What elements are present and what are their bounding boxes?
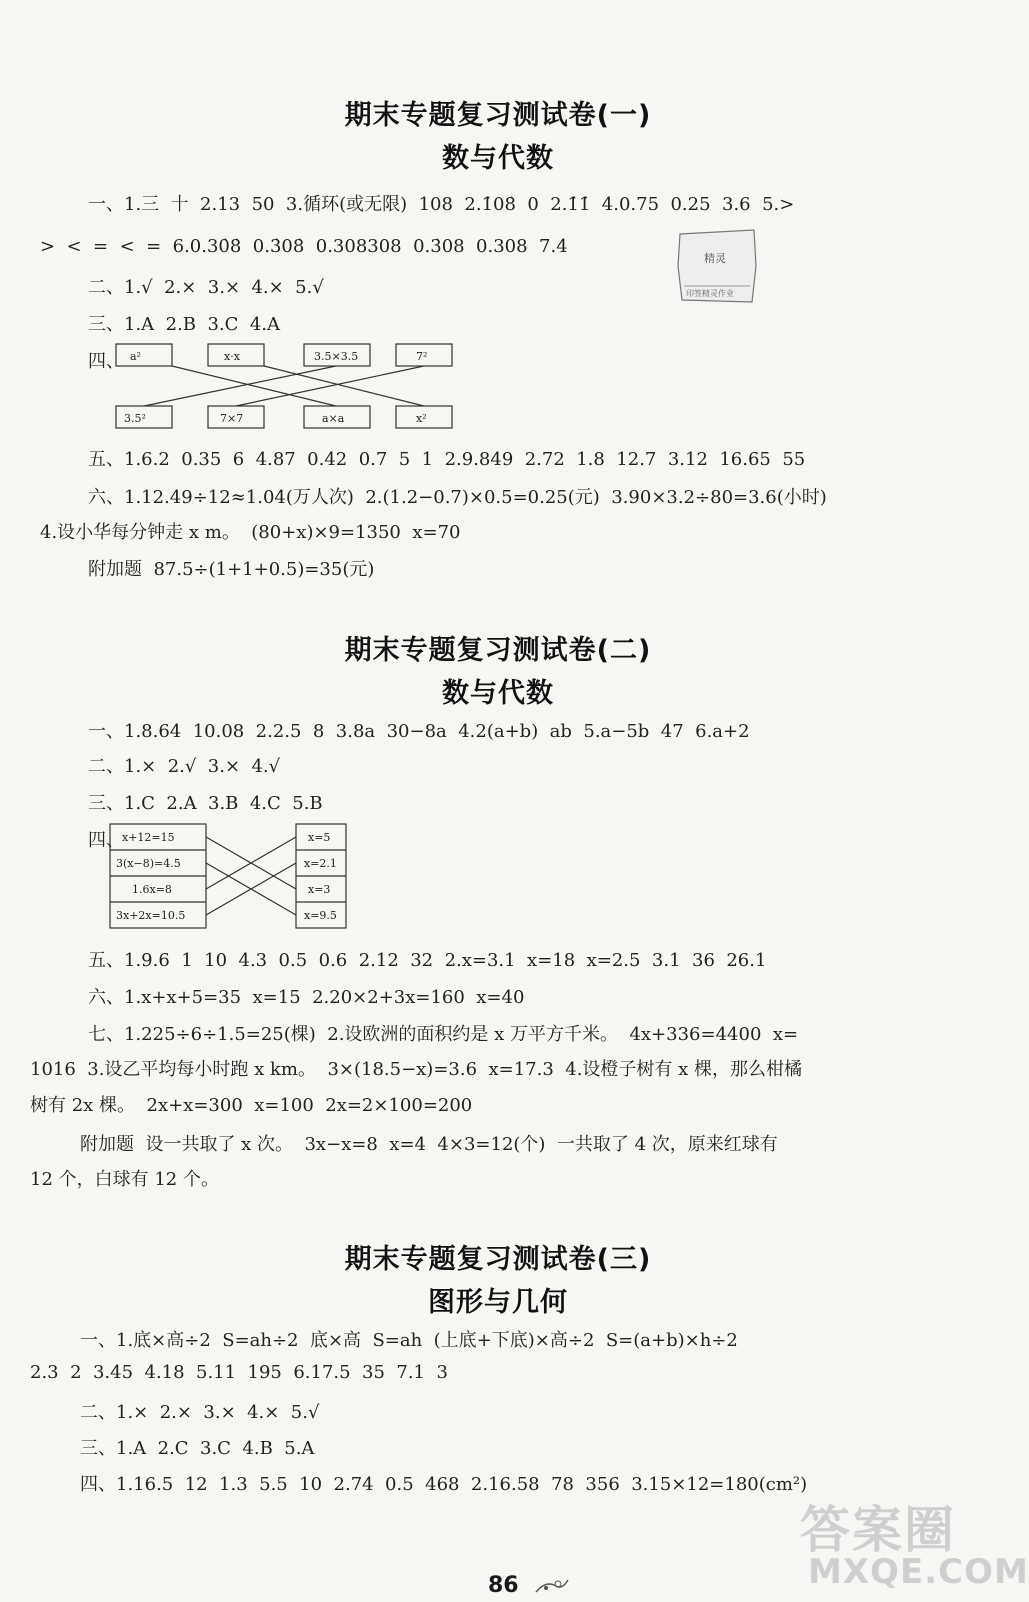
s1-bottom-box-4: x² bbox=[416, 412, 427, 425]
s1-bottom-box-2: 7×7 bbox=[220, 412, 244, 425]
s1-q3: 三、1.A 2.B 3.C 4.A bbox=[88, 314, 281, 335]
s2-extra-line1: 附加题 设一共取了 x 次。 3x−x=8 x=4 4×3=12(个) 一共取了 4 次，原来红球有 bbox=[80, 1134, 778, 1155]
s2-q7-line1: 七、1.225÷6÷1.5=25(棵) 2.设欧洲的面积约是 x 万平方千米。 4x+336=4400 x= bbox=[88, 1024, 799, 1045]
s2-q3: 三、1.C 2.A 3.B 4.C 5.B bbox=[88, 793, 323, 814]
s1-q6-line1: 六、1.12.49÷12≈1.04(万人次) 2.(1.2−0.7)×0.5=0.25(元) 3.90×3.2÷80=3.6(小时) bbox=[88, 487, 827, 508]
s1-q6-line2: 4.设小华每分钟走 x m。 (80+x)×9=1350 x=70 bbox=[40, 522, 461, 543]
watermark-line2: MXQE.COM bbox=[808, 1552, 1029, 1592]
s2-q5: 五、1.9.6 1 10 4.3 0.5 0.6 2.12 32 2.x=3.1 x=18 x=2.5 3.1 36 26.1 bbox=[88, 950, 767, 971]
s1-bottom-box-3: a×a bbox=[322, 412, 345, 425]
s1-q2: 二、1.√ 2.× 3.× 4.× 5.√ bbox=[88, 277, 324, 298]
s2-right-box-2: x=2.1 bbox=[304, 857, 337, 870]
s1-q4-label: 四、 bbox=[88, 351, 124, 372]
s2-left-box-4: 3x+2x=10.5 bbox=[116, 909, 186, 922]
stamp-image bbox=[674, 226, 760, 306]
s3-q4: 四、1.16.5 12 1.3 5.5 10 2.74 0.5 468 2.16.58 78 356 3.15×12=180(cm²) bbox=[80, 1474, 808, 1495]
s1-q5: 五、1.6.2 0.35 6 4.87 0.42 0.7 5 1 2.9.849 2.72 1.8 12.7 3.12 16.65 55 bbox=[88, 449, 806, 470]
s3-q1-line2: 2.3 2 3.45 4.18 5.11 195 6.17.5 35 7.1 3 bbox=[30, 1362, 448, 1383]
s3-q1-line1: 一、1.底×高÷2 S=ah÷2 底×高 S=ah (上底+下底)×高÷2 S=(a+b)×h÷2 bbox=[80, 1330, 738, 1351]
s2-extra-line2: 12 个，白球有 12 个。 bbox=[30, 1169, 219, 1190]
s3-q3: 三、1.A 2.C 3.C 4.B 5.A bbox=[80, 1438, 315, 1459]
s2-left-box-3: 1.6x=8 bbox=[132, 883, 172, 896]
s1-q1-line1: 一、1.三 十 2.13 50 3.循环(或无限) 108 2.1̇08̇ 0 2.1̇1̇ 4.0.75 0.25 3.6 5.> bbox=[88, 194, 795, 215]
section1-title: 期末专题复习测试卷(一) bbox=[344, 100, 652, 131]
section3-subtitle: 图形与几何 bbox=[428, 1287, 568, 1318]
s1-matching-diagram bbox=[114, 340, 474, 436]
s1-top-box-1: a² bbox=[130, 350, 141, 363]
section3-title: 期末专题复习测试卷(三) bbox=[344, 1244, 652, 1275]
s2-q2: 二、1.× 2.√ 3.× 4.√ bbox=[88, 756, 281, 777]
s1-q1-line2: > < = < = 6.0.30̇8̇ 0.3̇08̇ 0.308308 0.3̇08 0.308 7.4 bbox=[40, 236, 568, 257]
s2-right-box-4: x=9.5 bbox=[304, 909, 337, 922]
s2-matching-diagram bbox=[108, 822, 358, 938]
s2-right-box-3: x=3 bbox=[308, 883, 331, 896]
watermark-logo bbox=[800, 1490, 1029, 1598]
section1-subtitle: 数与代数 bbox=[442, 143, 554, 174]
s2-q4-label: 四、 bbox=[88, 830, 124, 851]
watermark-line1: 答案圈 bbox=[800, 1501, 956, 1559]
stamp-text-1: 精灵 bbox=[704, 252, 726, 265]
s2-q7-line3: 树有 2x 棵。 2x+x=300 x=100 2x=2×100=200 bbox=[30, 1095, 473, 1116]
s1-bottom-box-1: 3.5² bbox=[124, 412, 146, 425]
s3-q2: 二、1.× 2.× 3.× 4.× 5.√ bbox=[80, 1402, 320, 1423]
s1-top-box-4: 7² bbox=[416, 350, 428, 363]
s2-left-box-2: 3(x−8)=4.5 bbox=[116, 857, 181, 870]
page-number: 86 bbox=[488, 1573, 519, 1598]
flower-ornament-icon bbox=[532, 1574, 572, 1602]
section2-subtitle: 数与代数 bbox=[442, 678, 554, 709]
s2-left-box-1: x+12=15 bbox=[122, 831, 175, 844]
s2-q7-line2: 1016 3.设乙平均每小时跑 x km。 3×(18.5−x)=3.6 x=17.3 4.设橙子树有 x 棵，那么柑橘 bbox=[30, 1059, 803, 1080]
s1-top-box-2: x·x bbox=[224, 350, 240, 363]
s2-q6: 六、1.x+x+5=35 x=15 2.20×2+3x=160 x=40 bbox=[88, 987, 525, 1008]
s2-q1: 一、1.8.64 10.08 2.2.5 8 3.8a 30−8a 4.2(a+b) ab 5.a−5b 47 6.a+2 bbox=[88, 721, 750, 742]
stamp-text-2: 印签精灵作业 bbox=[686, 289, 734, 298]
s1-top-box-3: 3.5×3.5 bbox=[314, 350, 359, 363]
section2-title: 期末专题复习测试卷(二) bbox=[344, 635, 652, 666]
s1-extra: 附加题 87.5÷(1+1+0.5)=35(元) bbox=[88, 559, 375, 580]
s2-right-box-1: x=5 bbox=[308, 831, 331, 844]
